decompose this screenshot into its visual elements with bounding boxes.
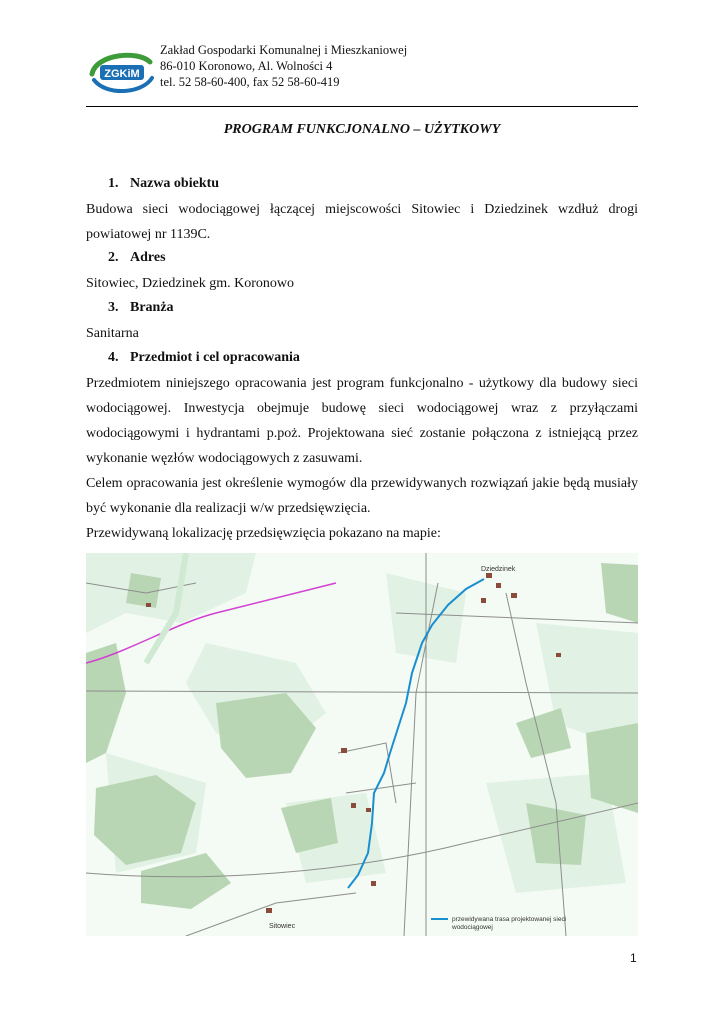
section-4-text-2: Celem opracowania jest określenie wymogów dla przewidywanych rozwiązań jakie będą musiały być wykonanie dla realizacji w/w przedsięwzięcia.: [86, 476, 638, 516]
section-number: 4.: [108, 350, 119, 365]
section-3-heading: [108, 300, 174, 316]
section-number: 3.: [108, 300, 119, 315]
legend-text-line2: wodociągowej: [452, 924, 493, 931]
section-title: Branża: [130, 300, 174, 315]
section-1-text: Budowa sieci wodociągowej łączącej miejscowości Sitowiec i Dziedzinek wzdłuż drogi powiatowej nr 1139C.: [86, 202, 638, 242]
legend-text-line1: przewidywana trasa projektowanej sieci: [452, 916, 567, 923]
section-title: Przedmiot i cel opracowania: [130, 350, 300, 365]
map-label-dziedzinek: Dziedzinek: [481, 566, 516, 573]
letterhead: [86, 42, 638, 104]
location-map: [86, 553, 638, 936]
section-number: 2.: [108, 250, 119, 265]
section-1-heading: [108, 176, 219, 192]
company-phone: tel. 52 58-60-400, fax 52 58-60-419: [160, 75, 340, 89]
section-4-text-1: Przedmiotem niniejszego opracowania jest program funkcjonalno - użytkowy dla budowy sieci wodociągowej. Inwestycja obejmuje budowę sieci wodociągowej wraz z przyłączami wodociągowymi i hydrantami p.poż. Projektowana sieć zostanie połączona z istniejącą przez wykonanie węzłów wodociągowych z zasuwami.: [86, 376, 638, 466]
section-3-text: Sanitarna: [86, 326, 139, 341]
company-name: Zakład Gospodarki Komunalnej i Mieszkaniowej: [160, 43, 408, 57]
section-number: 1.: [108, 176, 119, 191]
section-2-heading: [108, 250, 166, 266]
letterhead-address: [160, 42, 407, 90]
zgkim-logo: [86, 44, 156, 100]
section-title: Adres: [130, 250, 166, 265]
section-title: Nazwa obiektu: [130, 176, 220, 191]
section-4-text-3: Przewidywaną lokalizację przedsięwzięcia pokazano na mapie:: [86, 526, 441, 541]
section-2-text: Sitowiec, Dziedzinek gm. Koronowo: [86, 276, 295, 291]
map-label-sitowiec: Sitowiec: [269, 923, 296, 930]
section-4-heading: [108, 350, 300, 366]
logo-text: ZGKiM: [104, 68, 140, 80]
document-title: PROGRAM FUNKCJONALNO – UŻYTKOWY: [223, 122, 501, 137]
page-number: 1: [630, 951, 637, 965]
company-address: 86-010 Koronowo, Al. Wolności 4: [160, 59, 333, 73]
header-divider: [86, 106, 638, 107]
